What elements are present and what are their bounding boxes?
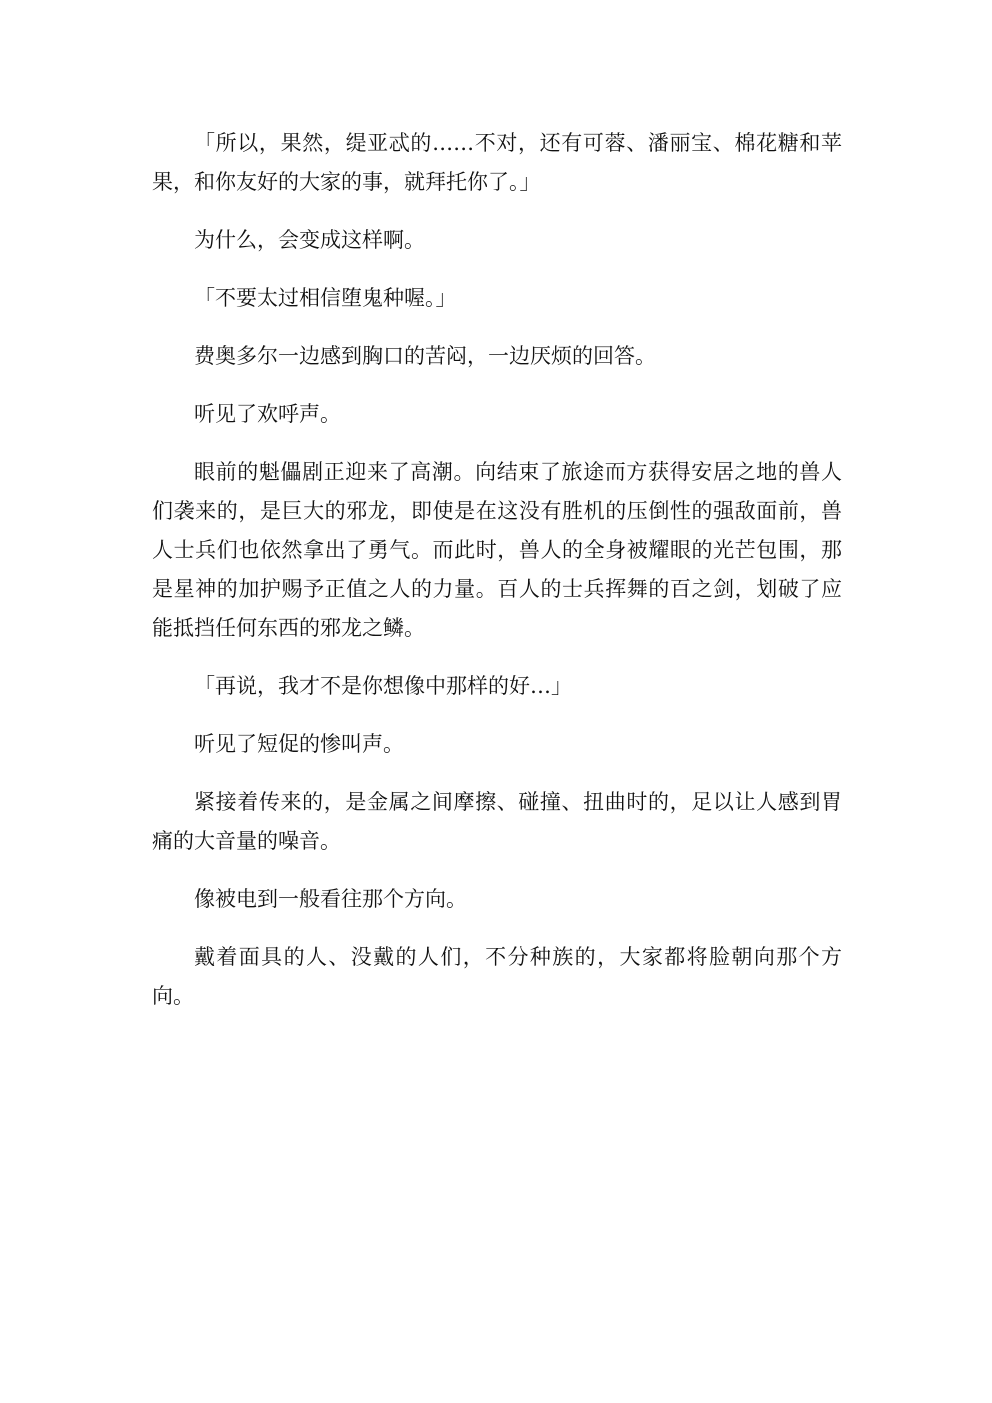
paragraph-2: 为什么，会变成这样啊。 <box>194 228 425 252</box>
paragraph-8: 听见了短促的惨叫声。 <box>194 732 404 756</box>
paragraph-6: 眼前的魁儡剧正迎来了高潮。向结束了旅途而方获得安居之地的兽人们袭来的，是巨大的邪龙，即使是在这没有胜机的压倒性的强敌面前，兽人士兵们也依然拿出了勇气。而此时，兽人的全身被耀眼的光芒包围，那是星神的加护赐予正值之人的力量。百人的士兵挥舞的百之剑，划破了应能抵挡任何东西的邪龙之鳞。 <box>152 460 842 640</box>
paragraph-5: 听见了欢呼声。 <box>194 402 341 426</box>
paragraph-11: 戴着面具的人、没戴的人们，不分种族的，大家都将脸朝向那个方向。 <box>152 945 842 1008</box>
document-page <box>152 124 842 1035</box>
paragraph-1: 「所以，果然，缇亚忒的……不对，还有可蓉、潘丽宝、棉花糖和苹果，和你友好的大家的事，就拜托你了。」 <box>152 131 842 194</box>
paragraph-3: 「不要太过相信堕鬼种喔。」 <box>194 286 457 310</box>
paragraph-4: 费奥多尔一边感到胸口的苦闷，一边厌烦的回答。 <box>194 344 656 368</box>
paragraph-10: 像被电到一般看往那个方向。 <box>194 887 467 911</box>
paragraph-9: 紧接着传来的，是金属之间摩擦、碰撞、扭曲时的，足以让人感到胃痛的大音量的噪音。 <box>152 790 842 853</box>
paragraph-7: 「再说，我才不是你想像中那样的好…」 <box>194 674 572 698</box>
